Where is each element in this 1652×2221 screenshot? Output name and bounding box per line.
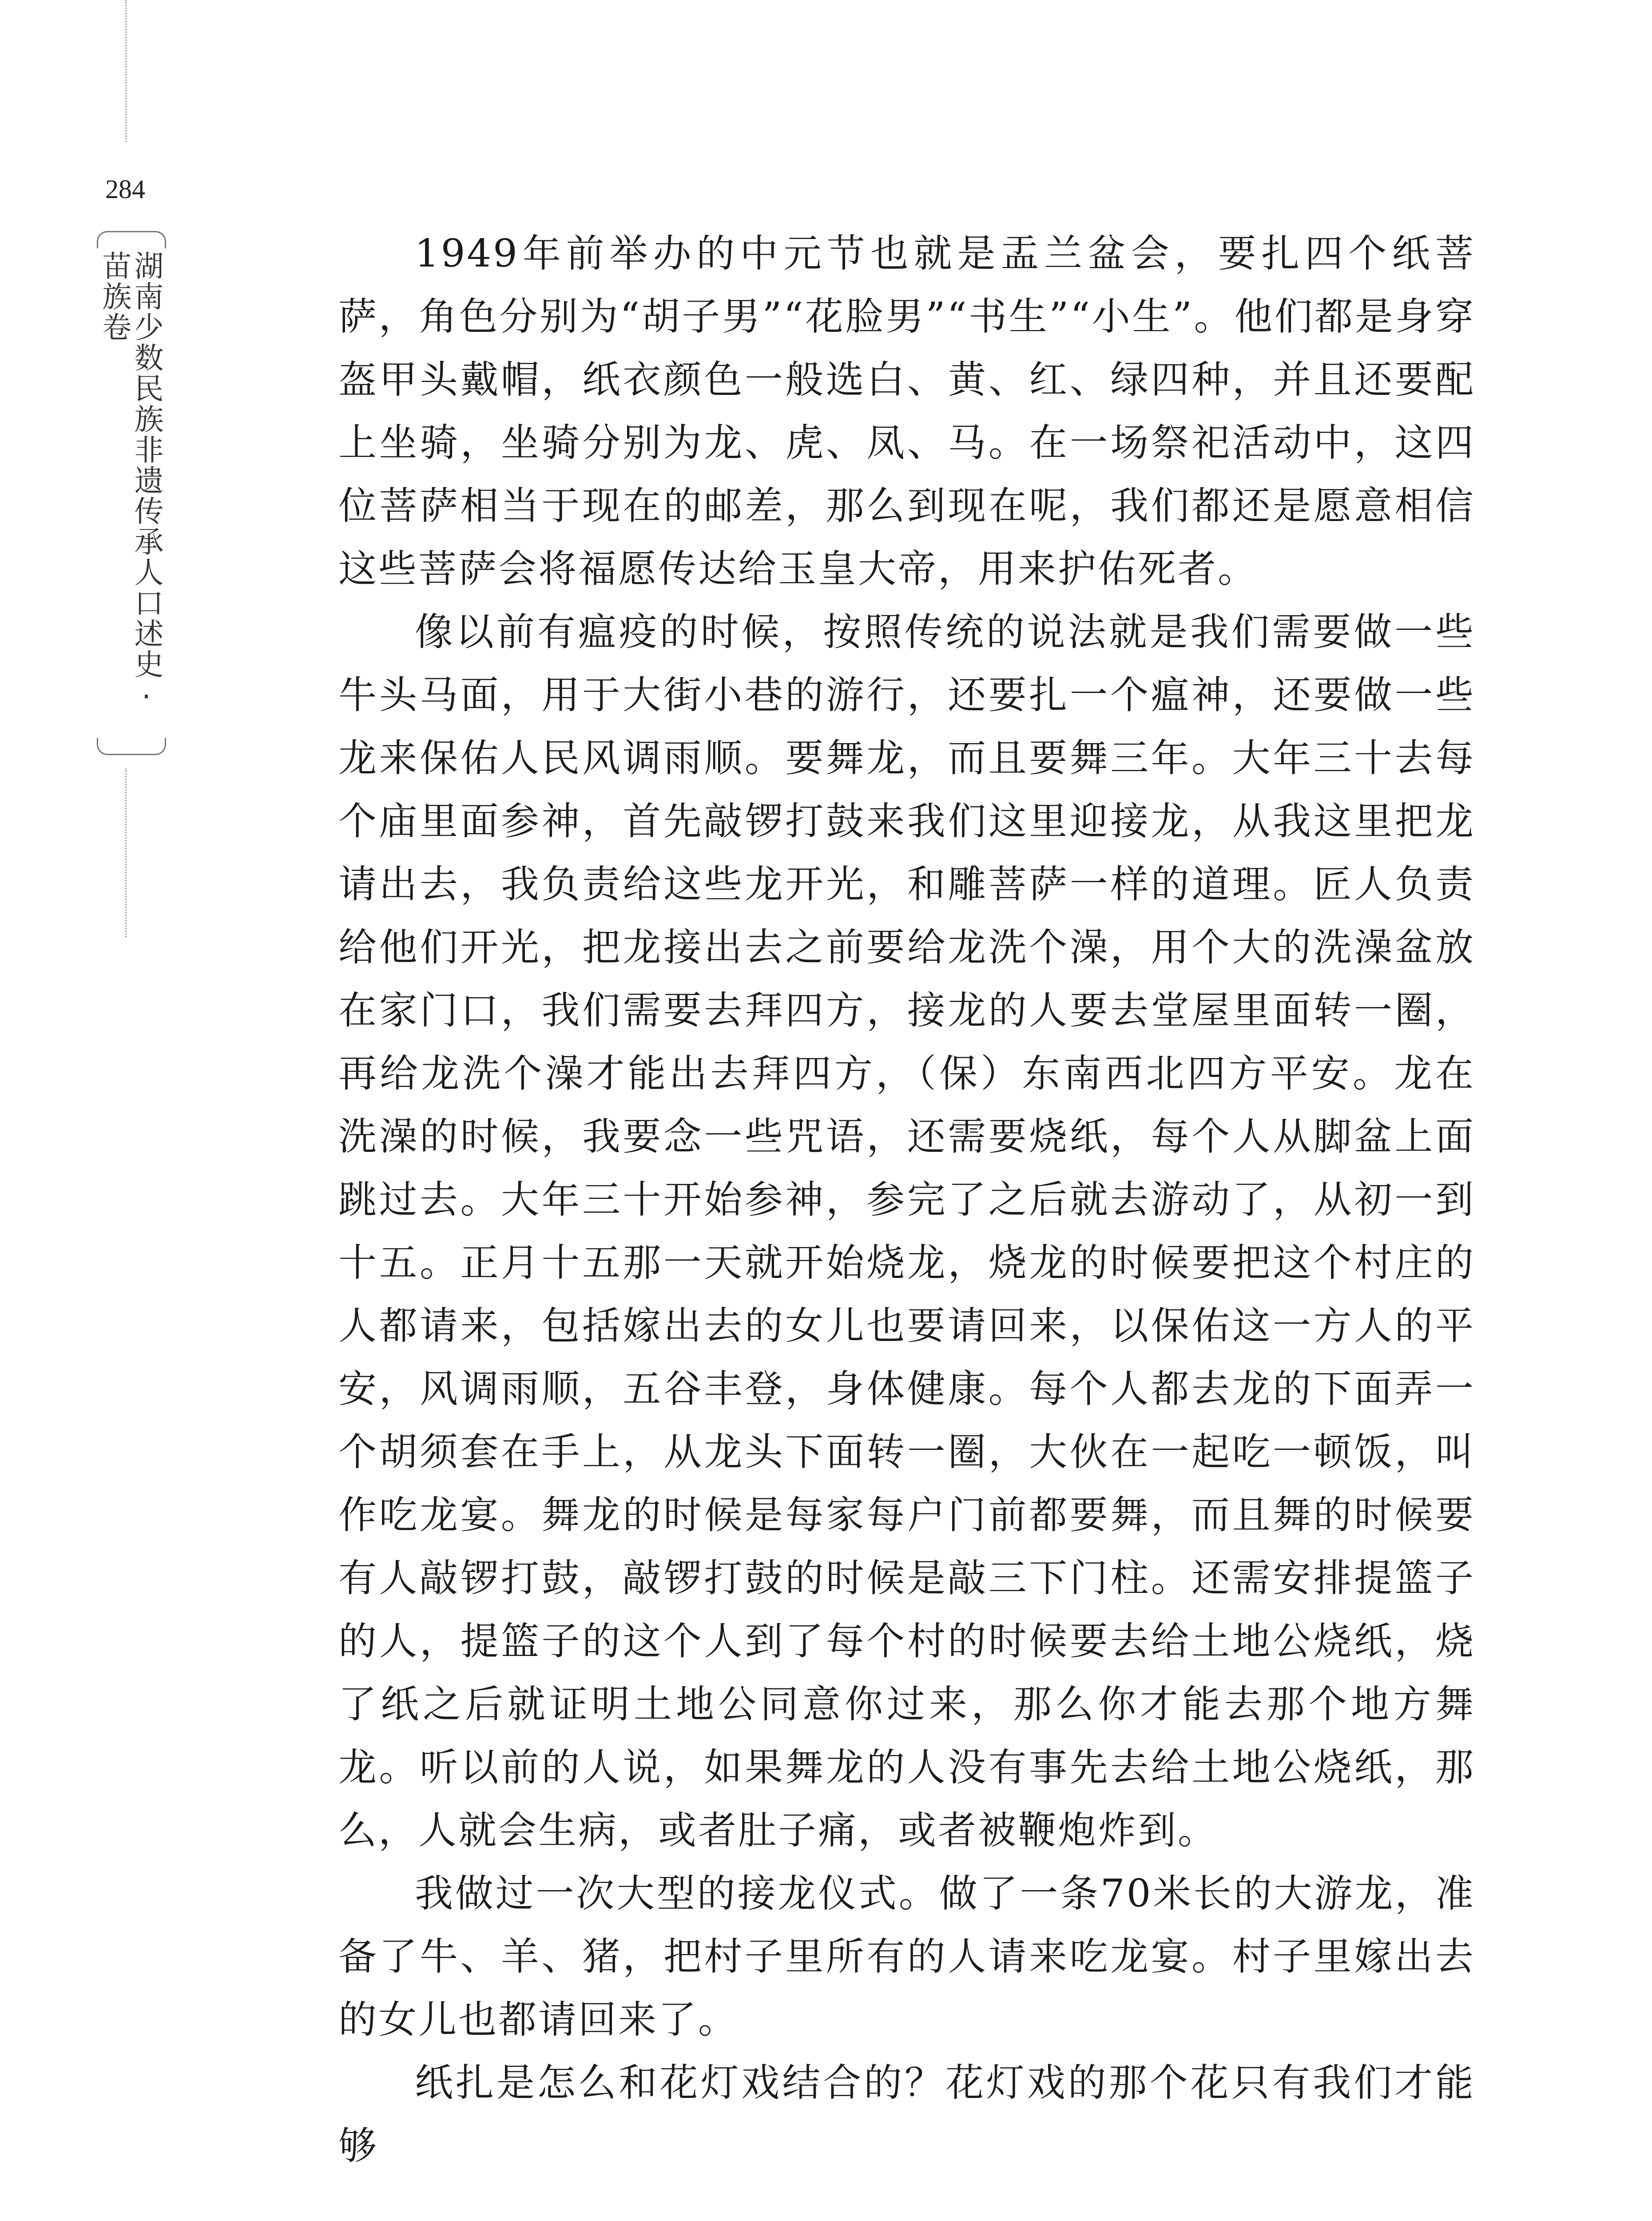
title-bracket-bottom xyxy=(97,738,166,755)
paragraph-dragon-dance-ritual: 像以前有瘟疫的时候，按照传统的说法就是我们需要做一些牛头马面，用于大街小巷的游行，还要扎一个瘟神，还要做一些龙来保佑人民风调雨顺。要舞龙，而且要舞三年。大年三十去每个庙里面参神，首先敲锣打鼓来我们这里迎接龙，从我这里把龙请出去，我负责给这些龙开光，和雕菩萨一样的道理。匠人负责给他们开光，把龙接出去之前要给龙洗个澡，用个大的洗澡盆放在家门口，我们需要去拜四方，接龙的人要去堂屋里面转一圈，再给龙洗个澡才能出去拜四方，（保）东南西北四方平安。龙在洗澡的时候，我要念一些咒语，还需要烧纸，每个人从脚盆上面跳过去。大年三十开始参神，参完了之后就去游动了，从初一到十五。正月十五那一天就开始烧龙，烧龙的时候要把这个村庄的人都请来，包括嫁出去的女儿也要请回来，以保佑这一方人的平安，风调雨顺，五谷丰登，身体健康。每个人都去龙的下面弄一个胡须套在手上，从龙头下面转一圈，大伙在一起吃一顿饭，叫作吃龙宴。舞龙的时候是每家每户门前都要舞，而且舞的时候要有人敲锣打鼓，敲锣打鼓的时候是敲三下门柱。还需安排提篮子的人，提篮子的这个人到了每个村的时候要去给土地公烧纸，烧了纸之后就证明土地公同意你过来，那么你才能去那个地方舞龙。听以前的人说，如果舞龙的人没有事先去给土地公烧纸，那么，人就会生病，或者肚子痛，或者被鞭炮炸到。 xyxy=(338,610,1475,1853)
running-title-frame xyxy=(97,231,163,755)
body-text xyxy=(338,222,1475,2177)
margin-dotted-rule-bottom xyxy=(125,768,127,937)
paragraph-zhongyuan-festival: 1949年前举办的中元节也就是盂兰盆会，要扎四个纸菩萨，角色分别为“胡子男”“花脸男”“书生”“小生”。他们都是身穿盔甲头戴帽，纸衣颜色一般选白、黄、红、绿四种，并且还要配上坐骑，坐骑分别为龙、虎、凤、马。在一场祭祀活动中，这四位菩萨相当于现在的邮差，那么到现在呢，我们都还是愿意相信这些菩萨会将福愿传达给玉皇大帝，用来护佑死者。 xyxy=(338,231,1475,591)
paragraph-dragon-ceremony: 我做过一次大型的接龙仪式。做了一条70米长的大游龙，准备了牛、羊、猪，把村子里所有的人请来吃龙宴。村子里嫁出去的女儿也都请回来了。 xyxy=(338,1871,1475,2042)
title-bracket-top xyxy=(97,231,166,248)
paragraph-flower-lantern: 纸扎是怎么和花灯戏结合的？花灯戏的那个花只有我们才能够 xyxy=(338,2061,1475,2168)
running-title: 湖南少数民族非遗传承人口述史·苗族卷 xyxy=(97,251,163,715)
margin-dotted-rule-top xyxy=(125,0,127,142)
page-number: 284 xyxy=(105,175,145,204)
